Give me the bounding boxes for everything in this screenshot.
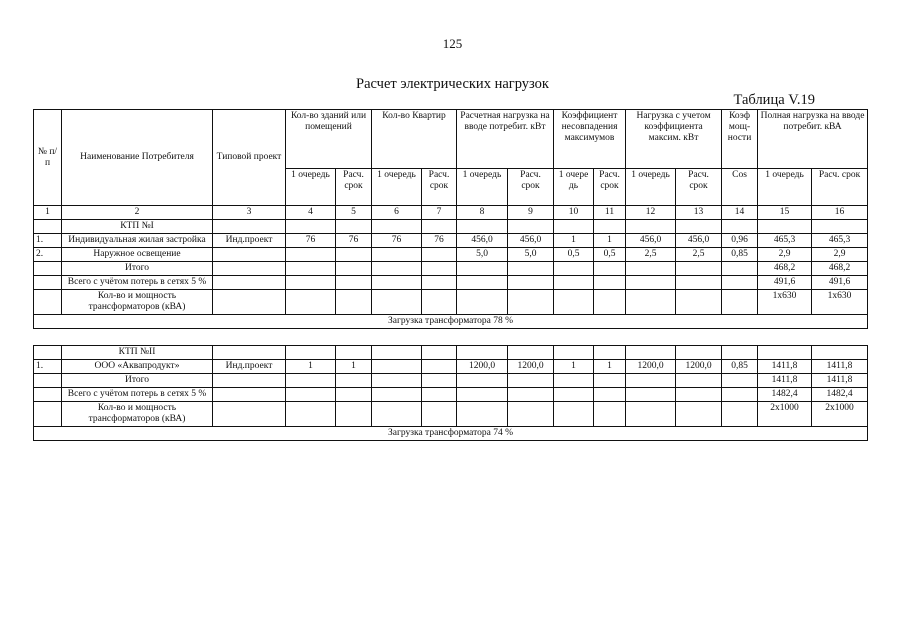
header-power-factor: Коэф мощ- ности xyxy=(722,110,758,169)
cell: 1411,8 xyxy=(812,360,868,374)
cell: 1 xyxy=(594,234,626,248)
column-number: 13 xyxy=(676,206,722,220)
cell: 1 xyxy=(554,234,594,248)
header-sub-calc: Расч. срок xyxy=(812,169,868,206)
cell xyxy=(422,248,457,262)
header-sub-q1: 1 очередь xyxy=(372,169,422,206)
column-number: 11 xyxy=(594,206,626,220)
cell: 468,2 xyxy=(758,262,812,276)
header-load-with-coef: Нагрузка с учетом коэффициента максим. кВт xyxy=(626,110,722,169)
cell: 0,85 xyxy=(722,360,758,374)
cell: 465,3 xyxy=(758,234,812,248)
ktp1-transformer-load: Загрузка трансформатора 78 % xyxy=(34,315,868,329)
losses-label: Всего с учётом потерь в сетях 5 % xyxy=(62,388,213,402)
ktp1-load-row xyxy=(34,315,868,329)
cell: 1 xyxy=(554,360,594,374)
total-label: Итого xyxy=(62,374,213,388)
cell: Индивидуальная жилая застройка xyxy=(62,234,213,248)
cell: 465,3 xyxy=(812,234,868,248)
cell: 1200,0 xyxy=(676,360,722,374)
cell: 76 xyxy=(336,234,372,248)
cell: 1х630 xyxy=(758,290,812,315)
table-caption: Таблица V.19 xyxy=(733,92,815,108)
header-sub-calc: Расч. срок xyxy=(676,169,722,206)
header-sub-q1: 1 очередь xyxy=(758,169,812,206)
cell: 456,0 xyxy=(626,234,676,248)
cell: Инд.проект xyxy=(213,360,286,374)
cell: 1200,0 xyxy=(626,360,676,374)
column-number: 5 xyxy=(336,206,372,220)
header-sub-q1: 1 очере дь xyxy=(554,169,594,206)
cell: 1482,4 xyxy=(812,388,868,402)
cell: 2,5 xyxy=(676,248,722,262)
table-row xyxy=(34,248,868,262)
header-sub-q1: 1 очередь xyxy=(457,169,508,206)
cell xyxy=(372,360,422,374)
losses-label: Всего с учётом потерь в сетях 5 % xyxy=(62,276,213,290)
cell: 0,5 xyxy=(594,248,626,262)
cell: 456,0 xyxy=(676,234,722,248)
cell: 456,0 xyxy=(457,234,508,248)
transformers-label: Кол-во и мощность трансформаторов (кВА) xyxy=(62,290,213,315)
header-sub-calc: Расч. срок xyxy=(594,169,626,206)
cell: 0,85 xyxy=(722,248,758,262)
cell xyxy=(422,360,457,374)
column-number: 7 xyxy=(422,206,457,220)
header-apartments: Кол-во Квартир xyxy=(372,110,457,169)
header-coefficient: Коэффициент несовпадения максимумов xyxy=(554,110,626,169)
table-row xyxy=(34,360,868,374)
header-buildings: Кол-во зданий или помещений xyxy=(286,110,372,169)
cell: 1411,8 xyxy=(758,374,812,388)
document-title: Расчет электрических нагрузок xyxy=(356,76,549,92)
cell: 2х1000 xyxy=(758,402,812,427)
header-sub-q1: 1 очередь xyxy=(626,169,676,206)
column-number: 2 xyxy=(62,206,213,220)
cell: 491,6 xyxy=(812,276,868,290)
table-row xyxy=(34,234,868,248)
ktp2-load-row xyxy=(34,427,868,441)
cell: Инд.проект xyxy=(213,234,286,248)
header-num: № п/п xyxy=(34,110,62,206)
cell: 2,9 xyxy=(758,248,812,262)
cell: 2,5 xyxy=(626,248,676,262)
header-sub-calc: Расч. срок xyxy=(336,169,372,206)
column-number: 10 xyxy=(554,206,594,220)
column-number: 6 xyxy=(372,206,422,220)
header-consumer-name: Наименование Потребителя xyxy=(62,110,213,206)
cell: 456,0 xyxy=(508,234,554,248)
header-sub-calc: Расч. срок xyxy=(422,169,457,206)
cell: 76 xyxy=(422,234,457,248)
cell: 1. xyxy=(34,360,62,374)
header-sub-q1: 1 очередь xyxy=(286,169,336,206)
total-label: Итого xyxy=(62,262,213,276)
header-full-load: Полная нагрузка на вводе потребит. кВА xyxy=(758,110,868,169)
column-number: 16 xyxy=(812,206,868,220)
cell: 1200,0 xyxy=(457,360,508,374)
ktp1-title-row xyxy=(34,220,868,234)
column-number: 1 xyxy=(34,206,62,220)
cell: 1200,0 xyxy=(508,360,554,374)
cell: 2. xyxy=(34,248,62,262)
ktp1-transformers-row xyxy=(34,290,868,315)
cell xyxy=(336,248,372,262)
electric-loads-table xyxy=(33,109,868,441)
ktp2-title: КТП №II xyxy=(62,346,213,360)
column-number: 3 xyxy=(213,206,286,220)
cell: 1 xyxy=(594,360,626,374)
ktp1-total-row xyxy=(34,262,868,276)
column-number: 4 xyxy=(286,206,336,220)
cell: 0,5 xyxy=(554,248,594,262)
cell: 1411,8 xyxy=(812,374,868,388)
cell: 1. xyxy=(34,234,62,248)
column-number: 15 xyxy=(758,206,812,220)
column-number: 9 xyxy=(508,206,554,220)
column-number: 12 xyxy=(626,206,676,220)
ktp2-transformer-load: Загрузка трансформатора 74 % xyxy=(34,427,868,441)
cell: 1х630 xyxy=(812,290,868,315)
header-row-1 xyxy=(34,110,868,169)
transformers-label: Кол-во и мощность трансформаторов (кВА) xyxy=(62,402,213,427)
column-number: 14 xyxy=(722,206,758,220)
cell xyxy=(372,248,422,262)
ktp2-transformers-row xyxy=(34,402,868,427)
cell: 2х1000 xyxy=(812,402,868,427)
page-number: 125 xyxy=(442,36,463,51)
header-sub-cos: Cos xyxy=(722,169,758,206)
ktp2-title-row xyxy=(34,346,868,360)
ktp1-losses-row xyxy=(34,276,868,290)
cell: 76 xyxy=(286,234,336,248)
cell: 1482,4 xyxy=(758,388,812,402)
cell: 0,96 xyxy=(722,234,758,248)
column-number: 8 xyxy=(457,206,508,220)
cell: 76 xyxy=(372,234,422,248)
cell: 1411,8 xyxy=(758,360,812,374)
cell: 468,2 xyxy=(812,262,868,276)
cell: Наружное освещение xyxy=(62,248,213,262)
cell: 2,9 xyxy=(812,248,868,262)
ktp2-total-row xyxy=(34,374,868,388)
cell: 5,0 xyxy=(457,248,508,262)
cell xyxy=(213,248,286,262)
cell xyxy=(286,248,336,262)
header-project: Типовой проект xyxy=(213,110,286,206)
spacer-row xyxy=(34,329,868,346)
cell: 5,0 xyxy=(508,248,554,262)
cell: 491,6 xyxy=(758,276,812,290)
cell: 1 xyxy=(336,360,372,374)
header-design-load: Расчетная нагрузка на вводе потребит. кВт xyxy=(457,110,554,169)
column-numbers-row xyxy=(34,206,868,220)
header-sub-calc: Расч. срок xyxy=(508,169,554,206)
ktp1-title: КТП №I xyxy=(62,220,213,234)
ktp2-losses-row xyxy=(34,388,868,402)
cell: 1 xyxy=(286,360,336,374)
cell: ООО «Аквапродукт» xyxy=(62,360,213,374)
